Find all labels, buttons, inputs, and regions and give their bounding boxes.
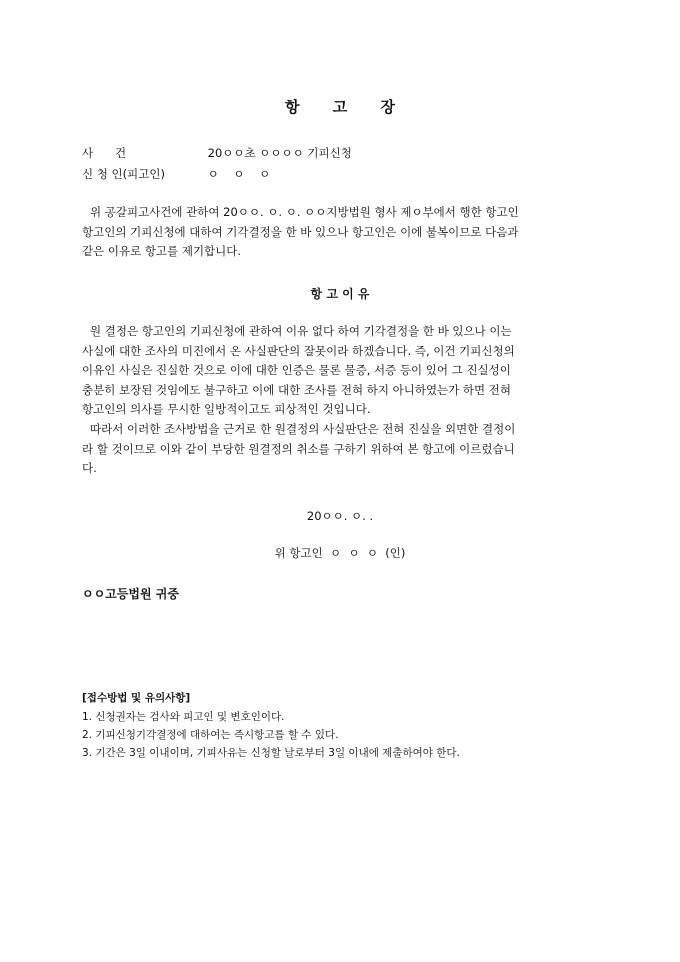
paragraph-line: 항고인의 기피신청에 대하여 기각결정을 한 바 있으나 항고인은 이에 불복이므로 다음과 bbox=[82, 224, 519, 239]
note-item: 1. 신청권자는 검사와 피고인 및 변호인이다. bbox=[82, 711, 285, 723]
case-label: 사 건 bbox=[82, 146, 127, 160]
title-char: 장 bbox=[380, 98, 395, 116]
applicant-label: 신 청 인(피고인) bbox=[82, 167, 165, 181]
paragraph-line: 같은 이유로 항고를 제기합니다. bbox=[82, 244, 242, 259]
applicant-row bbox=[82, 166, 270, 182]
title-char: 고 bbox=[332, 98, 348, 116]
applicant-value: ㅇ ㅇ ㅇ bbox=[207, 167, 271, 181]
paragraph-line: 다. bbox=[82, 461, 97, 476]
paragraph-line: 항고인의 의사를 무시한 일방적이고도 피상적인 것입니다. bbox=[82, 402, 371, 417]
paragraph-line: 원 결정은 항고인의 기피신청에 관하여 이유 없다 하여 기각결정을 한 바 있으나 이는 bbox=[90, 324, 512, 338]
paragraph-line: 위 공갈피고사건에 관하여 20ㅇㅇ. ㅇ. ㅇ. ㅇㅇ지방법원 형사 제ㅇ부에서 행한 항고인 bbox=[90, 205, 519, 219]
court-addressee: ㅇㅇ고등법원 귀중 bbox=[82, 587, 179, 601]
paragraph-line: 사실에 대한 조사의 미진에서 온 사실판단의 잘못이라 하겠습니다. 즉, 이건 기피신청의 bbox=[82, 343, 515, 358]
filing-date: 20ㅇㅇ. ㅇ. . bbox=[306, 509, 374, 523]
case-row bbox=[82, 145, 352, 161]
paragraph-line: 따라서 이러한 조사방법을 근거로 한 원결정의 사실판단은 전혀 진실을 외면한 결정이 bbox=[90, 421, 516, 436]
intro-paragraph bbox=[82, 203, 599, 262]
signer-line: 위 항고인 ㅇ ㅇ ㅇ (인) bbox=[274, 546, 406, 560]
paragraph-line: 라 할 것이므로 이와 같이 부당한 원결정의 취소를 구하기 위하여 본 항고에 이르렀습니 bbox=[82, 441, 515, 456]
title-char: 항 bbox=[285, 98, 300, 116]
document-title bbox=[0, 96, 680, 117]
reason-paragraph bbox=[82, 322, 599, 479]
note-item: 3. 기간은 3일 이내이며, 기피사유는 신청할 날로부터 3일 이내에 제출하여야 한다. bbox=[82, 747, 460, 759]
notes-title: [접수방법 및 유의사항] bbox=[82, 692, 191, 704]
case-value: 20ㅇㅇ초 ㅇㅇㅇㅇ 기피신청 bbox=[207, 146, 352, 160]
note-item: 2. 기피신청기각결정에 대하여는 즉시항고를 할 수 있다. bbox=[82, 729, 339, 741]
paragraph-line: 충분히 보장된 것임에도 불구하고 이에 대한 조사를 전혀 하지 아니하였는가 하면 전혀 bbox=[82, 382, 512, 397]
paragraph-line: 이유인 사실은 진실한 것으로 이에 대한 인증은 물론 물증, 서증 등이 있어 그 진실성이 bbox=[82, 363, 511, 378]
reason-title: 항 고 이 유 bbox=[310, 287, 370, 301]
